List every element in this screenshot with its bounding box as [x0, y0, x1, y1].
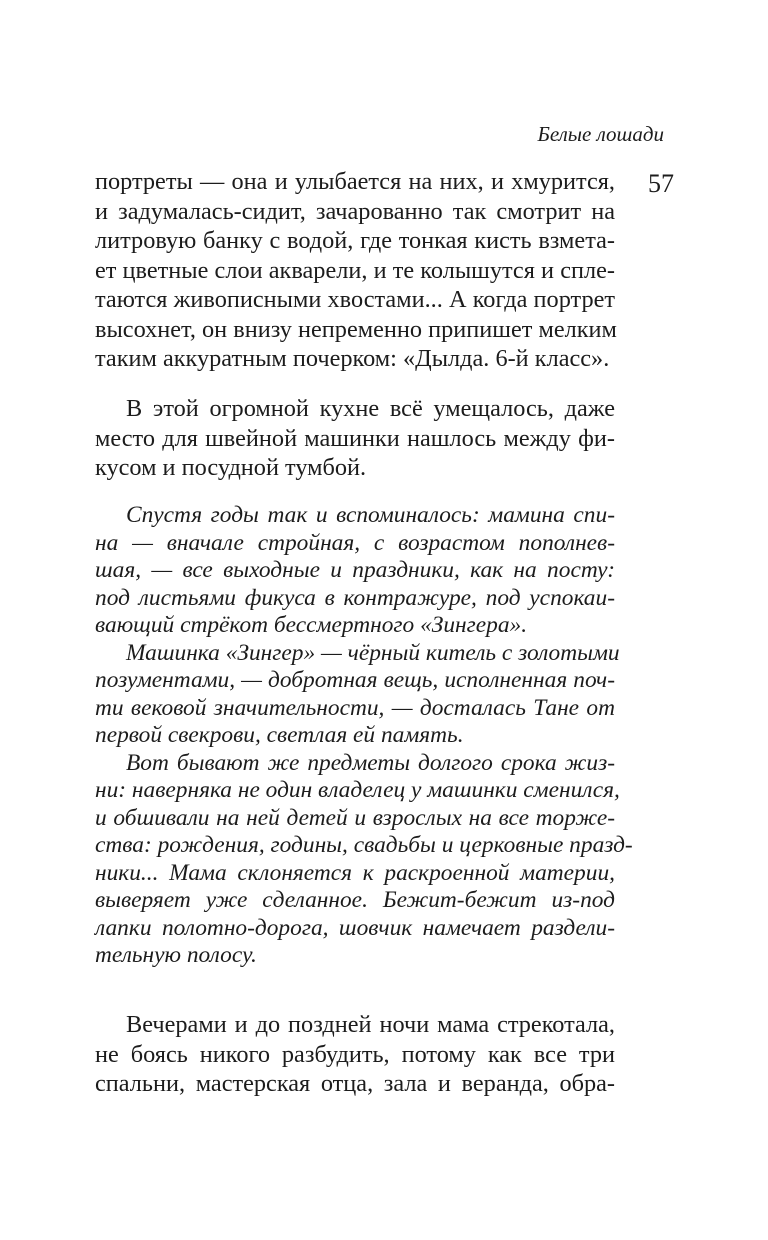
- text-line: позументами, — добротная вещь, исполненная поч-: [95, 667, 615, 693]
- italic-passage-singer: [95, 502, 633, 970]
- text-line: литровую банку с водой, где тонкая кисть взмета-: [95, 227, 615, 254]
- text-line: и задумалась-сидит, зачарованно так смотрит на: [95, 197, 615, 225]
- text-line: Вечерами и до поздней ночи мама стрекотала,: [126, 1011, 615, 1038]
- text-line: спальни, мастерская отца, зала и веранда, обра-: [95, 1070, 615, 1097]
- text-line: Машинка «Зингер» — чёрный китель с золотыми: [126, 639, 620, 666]
- text-line: ства: рождения, годины, свадьбы и церковные празд-: [95, 832, 633, 858]
- text-line: на — вначале стройная, с возрастом пополнев-: [95, 529, 615, 556]
- text-line: ти вековой значительности, — досталась Тане от: [95, 694, 615, 721]
- text-line: первой свекрови, светлая ей память.: [95, 722, 464, 748]
- text-line: под листьями фикуса в контражуре, под успокаи-: [95, 584, 615, 611]
- text-line: таким аккуратным почерком: «Дылда. 6-й класс».: [95, 345, 610, 372]
- text-line: Спустя годы так и вспоминалось: мамина спи-: [126, 502, 615, 528]
- text-line: не боясь никого разбудить, потому как все три: [95, 1040, 615, 1068]
- text-line: Вот бывают же предметы долгого срока жиз-: [126, 749, 615, 776]
- text-line: тельную полосу.: [95, 942, 257, 968]
- text-line: вающий стрёкот бессмертного «Зингера».: [95, 612, 528, 638]
- paragraph-kitchen: [95, 394, 615, 483]
- running-head: Белые лошади: [537, 122, 664, 146]
- text-line: кусом и посудной тумбой.: [95, 454, 367, 481]
- page-number: 57: [648, 169, 674, 198]
- text-line: ет цветные слои акварели, и те колышутся и спле-: [95, 256, 615, 284]
- text-line: таются живописными хвостами... А когда портрет: [95, 286, 615, 313]
- paragraph-portraits: [95, 167, 615, 374]
- text-line: шая, — все выходные и праздники, как на посту:: [95, 557, 615, 583]
- text-line: В этой огромной кухне всё умещалось, даже: [126, 395, 615, 422]
- text-line: лапки полотно-дорога, шовчик намечает раздели-: [95, 914, 615, 941]
- text-line: и обшивали на ней детей и взрослых на все торже-: [95, 804, 615, 831]
- text-line: ники... Мама склоняется к раскроенной материи,: [95, 859, 615, 886]
- text-line: ни: наверняка не один владелец у машинки сменился,: [95, 777, 620, 803]
- text-line: место для швейной машинки нашлось между фи-: [95, 424, 615, 452]
- text-line: портреты — она и улыбается на них, и хмурится,: [95, 168, 615, 195]
- text-line: выверяет уже сделанное. Бежит-бежит из-под: [95, 887, 615, 913]
- paragraph-evenings: [95, 1010, 615, 1099]
- text-line: высохнет, он внизу непременно припишет мелким: [95, 315, 617, 343]
